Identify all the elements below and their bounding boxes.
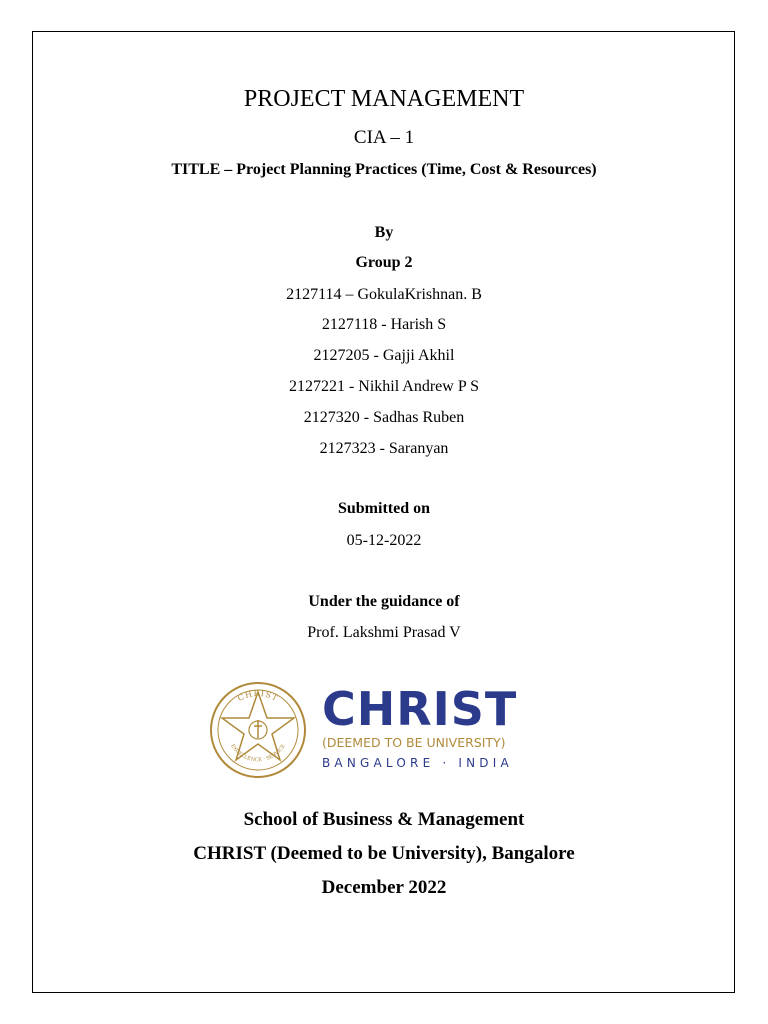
by-label: By xyxy=(374,224,394,241)
group-label: Group 2 xyxy=(355,254,413,271)
emblem-bottom-text: EXCELLENCE · SERVICE xyxy=(229,743,287,764)
svg-text:EXCELLENCE · SERVICE xyxy=(229,743,287,763)
guide-name: Prof. Lakshmi Prasad V xyxy=(307,624,461,641)
member-item: 2127205 - Gajji Akhil xyxy=(313,347,455,364)
logo-location-text: BANGALORE · INDIA xyxy=(322,756,513,770)
submission-month: December 2022 xyxy=(321,877,447,898)
project-title: TITLE – Project Planning Practices (Time, Cost & Resources) xyxy=(171,161,597,178)
guidance-label: Under the guidance of xyxy=(308,593,460,610)
member-item: 2127323 - Saranyan xyxy=(319,440,449,457)
member-item: 2127114 – GokulaKrishnan. B xyxy=(286,286,482,303)
university-logo xyxy=(208,680,548,786)
school-name: School of Business & Management xyxy=(243,809,525,830)
logo-deemed-text: (DEEMED TO BE UNIVERSITY) xyxy=(322,735,506,750)
emblem-top-text: CHRIST xyxy=(236,688,280,704)
member-item: 2127221 - Nikhil Andrew P S xyxy=(288,378,480,395)
university-name: CHRIST (Deemed to be University), Bangalore xyxy=(193,843,575,864)
submitted-date: 05-12-2022 xyxy=(346,532,422,549)
submitted-label: Submitted on xyxy=(337,500,431,517)
member-item: 2127118 - Harish S xyxy=(321,316,447,333)
document-title: PROJECT MANAGEMENT xyxy=(243,86,525,112)
university-emblem-icon xyxy=(208,680,308,780)
member-item: 2127320 - Sadhas Ruben xyxy=(303,409,465,426)
assessment-label: CIA – 1 xyxy=(353,127,415,148)
svg-text:CHRIST xyxy=(236,689,280,703)
logo-wordmark: CHRIST xyxy=(322,682,518,736)
